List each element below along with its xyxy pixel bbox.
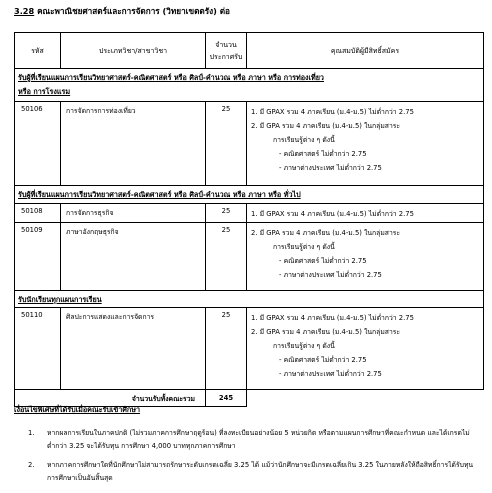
- program-name: ภาษาอังกฤษธุรกิจ: [61, 223, 206, 291]
- qualification-line: 2. มี GPA รวม 4 ภาคเรียน (ม.4-ม.5) ในกลุ่มสาระ: [251, 122, 401, 130]
- section-heading-row: [15, 69, 484, 102]
- program-code: 50106: [15, 102, 61, 186]
- program-qualifications: [247, 308, 484, 390]
- qualification-line: 1. มี GPAX รวม 4 ภาคเรียน (ม.4-ม.5) ไม่ต่ำกว่า 2.75: [251, 210, 414, 218]
- qualification-line: - คณิตศาสตร์ ไม่ต่ำกว่า 2.75: [279, 257, 367, 265]
- program-seats: 25: [206, 308, 247, 390]
- col-header-seats-line2: ประกาศรับ: [209, 52, 243, 61]
- condition-number: 1.: [28, 429, 35, 437]
- program-qualifications: [247, 204, 484, 223]
- table-row: [15, 102, 484, 186]
- qualification-line: - คณิตศาสตร์ ไม่ต่ำกว่า 2.75: [279, 356, 367, 364]
- qualification-line: 1. มี GPAX รวม 4 ภาคเรียน (ม.4-ม.5) ไม่ต่ำกว่า 2.75: [251, 108, 414, 116]
- col-header-program: ประเภทวิชา/สาขาวิชา: [61, 33, 206, 69]
- section-heading-row: [15, 291, 484, 308]
- condition-text: หากผลการเรียนในภาคปกติ (ไม่รวมภาคการศึกษาฤดูร้อน) ที่ลงทะเบียนอย่างน้อย 5 หน่วยกิต หรือตามแผนการศึกษาที่คณะกำหนด และได้เกรดไม่ต่ำกว่า 3.25 จะได้รับทุน การศึกษา 4,000 บาททุกภาคการศึกษา: [47, 429, 470, 450]
- qualification-line: - ภาษาต่างประเทศ ไม่ต่ำกว่า 2.75: [279, 271, 382, 279]
- col-header-seats: [206, 33, 247, 69]
- program-qualifications: [247, 102, 484, 186]
- qualification-line: - ภาษาต่างประเทศ ไม่ต่ำกว่า 2.75: [279, 164, 382, 172]
- qualification-line: การเรียนรู้ต่าง ๆ ดังนี้: [273, 342, 335, 350]
- program-name: การจัดการการท่องเที่ยว: [61, 102, 206, 186]
- section-heading: [15, 69, 484, 102]
- table-row: [15, 308, 484, 390]
- table-row: [15, 204, 484, 223]
- qualification-line: - ภาษาต่างประเทศ ไม่ต่ำกว่า 2.75: [279, 370, 382, 378]
- program-name: การจัดการธุรกิจ: [61, 204, 206, 223]
- section-heading: รับผู้ที่เรียนแผนการเรียนวิทยาศาสตร์-คณิตศาสตร์ หรือ ศิลป์-คำนวณ หรือ ภาษา หรือ ทั่วไป: [15, 186, 484, 204]
- section-heading-line2: หรือ การโรงแรม: [18, 87, 71, 96]
- program-name: ศิลปะการแสดงและการจัดการ: [61, 308, 206, 390]
- qualification-line: 1. มี GPAX รวม 4 ภาคเรียน (ม.4-ม.5) ไม่ต่ำกว่า 2.75: [251, 314, 414, 322]
- section-heading-row: [15, 186, 484, 204]
- col-header-code: รหัส: [15, 33, 61, 69]
- qualification-line: 2. มี GPA รวม 4 ภาคเรียน (ม.4-ม.5) ในกลุ่มสาระ: [251, 328, 401, 336]
- condition-text: หากภาคการศึกษาใดที่นักศึกษาไม่สามารถรักษาระดับเกรดเฉลี่ย 3.25 ได้ แม้ว่านักศึกษาจะมีเกรดเฉลี่ยเกิน 3.25 ในภายหลังให้ถือสิทธิ์การได้รับทุนการศึกษาเป็นอันสิ้นสุด: [47, 461, 474, 482]
- program-code: 50110: [15, 308, 61, 390]
- table-header-row: [15, 33, 484, 69]
- conditions-title: เงื่อนไขพิเศษที่ได้รับเมื่อคณะรับเข้าศึกษา: [14, 405, 141, 414]
- total-row: [15, 390, 484, 407]
- total-seats: 245: [206, 390, 247, 407]
- qualification-line: การเรียนรู้ต่าง ๆ ดังนี้: [273, 243, 335, 251]
- program-code: 50109: [15, 223, 61, 291]
- condition-number: 2.: [28, 461, 35, 469]
- col-header-seats-line1: จำนวน: [215, 40, 237, 49]
- section-number: 3.28: [14, 6, 35, 16]
- program-seats: 25: [206, 204, 247, 223]
- section-heading: รับนักเรียนทุกแผนการเรียน: [15, 291, 484, 308]
- section-heading-line1: รับผู้ที่เรียนแผนการเรียนวิทยาศาสตร์-คณิตศาสตร์ หรือ ศิลป์-คำนวณ หรือ ภาษา หรือ การท่องเที่ยว: [18, 73, 324, 82]
- col-header-qualifications: คุณสมบัติผู้มีสิทธิ์สมัคร: [247, 33, 484, 69]
- program-seats: 25: [206, 223, 247, 291]
- program-seats: 25: [206, 102, 247, 186]
- program-qualifications: [247, 223, 484, 291]
- total-empty-cell: [247, 390, 484, 407]
- total-label: จำนวนรับทั้งคณะรวม: [15, 390, 206, 407]
- qualification-line: - คณิตศาสตร์ ไม่ต่ำกว่า 2.75: [279, 150, 367, 158]
- program-code: 50108: [15, 204, 61, 223]
- table-row: [15, 223, 484, 291]
- admission-table: [14, 32, 484, 407]
- qualification-line: 2. มี GPA รวม 4 ภาคเรียน (ม.4-ม.5) ในกลุ่มสาระ: [251, 229, 401, 237]
- qualification-line: การเรียนรู้ต่าง ๆ ดังนี้: [273, 136, 335, 144]
- page-title: [14, 5, 230, 18]
- faculty-title: คณะพาณิชยศาสตร์และการจัดการ (วิทยาเขตตรัง) ต่อ: [37, 6, 230, 16]
